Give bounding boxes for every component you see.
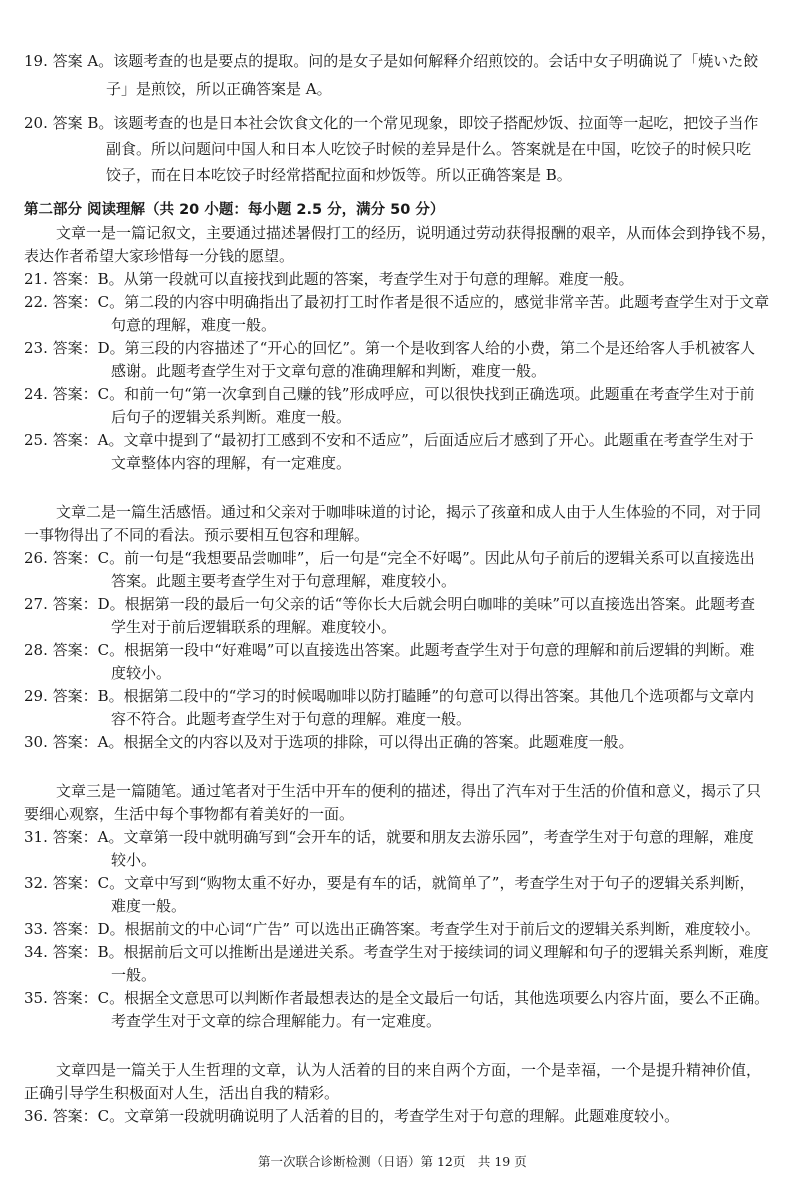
answer-line: 饺子，而在日本吃饺子时经常搭配拉面和炒饭等。所以正确答案是 B。 <box>106 166 572 184</box>
answer-line: 学生对于前后逻辑联系的理解。难度较小。 <box>111 618 397 636</box>
answer-line: 子」是煎饺，所以正确答案是 A。 <box>106 80 332 98</box>
answer-line: 27. 答案：D。根据第一段的最后一句父亲的话“等你长大后就会明白咖啡的美味”可以直接选出答案。此题考查 <box>24 595 755 613</box>
answer-line: 副食。所以问题问中国人和日本人吃饺子时候的差异是什么。答案就是在中国，吃饺子的时候只吃 <box>106 140 752 158</box>
article-intro-line: 文章二是一篇生活感悟。通过和父亲对于咖啡味道的讨论，揭示了孩童和成人由于人生体验的不同，对于同 <box>56 503 762 521</box>
section-heading: 第二部分 阅读理解（共 20 小题：每小题 2.5 分，满分 50 分） <box>24 202 445 218</box>
answer-line: 难度一般。 <box>111 897 187 915</box>
answer-line: 文章整体内容的理解，有一定难度。 <box>111 454 352 472</box>
answer-line: 24. 答案：C。和前一句“第一次拿到自己赚的钱”形成呼应，可以很快找到正确选项。此题重在考查学生对于前 <box>24 385 755 403</box>
answer-line: 23. 答案：D。第三段的内容描述了“开心的回忆”。第一个是收到客人给的小费，第二个是还给客人手机被客人 <box>24 339 755 357</box>
answer-line: 一般。 <box>111 966 157 984</box>
answer-line: 度较小。 <box>111 664 172 682</box>
answer-line: 后句子的逻辑关系判断。难度一般。 <box>111 408 352 426</box>
article-intro-line: 表达作者希望大家珍惜每一分钱的愿望。 <box>24 247 295 265</box>
answer-line: 19. 答案 A。该题考查的也是要点的提取。问的是女子是如何解释介绍煎饺的。会话中女子明确说了「焼いた餃 <box>24 52 759 70</box>
answer-line: 25. 答案：A。文章中提到了“最初打工感到不安和不适应”，后面适应后才感到了开心。此题重在考查学生对于 <box>24 431 754 449</box>
answer-line: 句意的理解，难度一般。 <box>111 316 277 334</box>
answer-line: 21. 答案：B。从第一段就可以直接找到此题的答案，考查学生对于句意的理解。难度一般。 <box>24 270 634 288</box>
answer-line: 35. 答案：C。根据全文意思可以判断作者最想表达的是全文最后一句话，其他选项要么内容片面，要么不正确。 <box>24 989 770 1007</box>
answer-line: 36. 答案：C。文章第一段就明确说明了人活着的目的，考查学生对于句意的理解。此题难度较小。 <box>24 1107 680 1125</box>
article-intro-line: 文章四是一篇关于人生哲理的文章，认为人活着的目的来自两个方面，一个是幸福，一个是提升精神价值， <box>56 1061 762 1079</box>
answer-line: 29. 答案：B。根据第二段中的“学习的时候喝咖啡以防打瞌睡”的句意可以得出答案。其他几个选项都与文章内 <box>24 687 754 705</box>
answer-line: 较小。 <box>111 851 157 869</box>
answer-line: 考查学生对于文章的综合理解能力。有一定难度。 <box>111 1012 442 1030</box>
answer-line: 31. 答案：A。文章第一段中就明确写到“会开车的话，就要和朋友去游乐园”，考查学生对于句意的理解，难度 <box>24 828 754 846</box>
answer-line: 答案。此题主要考查学生对于句意理解，难度较小。 <box>111 572 457 590</box>
answer-line: 22. 答案：C。第二段的内容中明确指出了最初打工时作者是很不适应的，感觉非常辛苦。此题考查学生对于文章 <box>24 293 770 311</box>
answer-line: 容不符合。此题考查学生对于句意的理解。难度一般。 <box>111 710 472 728</box>
page-footer: 第一次联合诊断检测（日语）第 12页 共 19 页 <box>258 1154 527 1169</box>
article-intro-line: 要细心观察，生活中每个事物都有着美好的一面。 <box>24 805 355 823</box>
answer-line: 30. 答案：A。根据全文的内容以及对于选项的排除，可以得出正确的答案。此题难度一般。 <box>24 733 634 751</box>
article-intro-line: 正确引导学生积极面对人生，活出自我的精彩。 <box>24 1084 340 1102</box>
answer-line: 28. 答案：C。根据第一段中“好难喝”可以直接选出答案。此题考查学生对于句意的理解和前后逻辑的判断。难 <box>24 641 755 659</box>
answer-line: 20. 答案 B。该题考查的也是日本社会饮食文化的一个常见现象，即饺子搭配炒饭、拉面等一起吃，把饺子当作 <box>24 114 759 132</box>
article-intro-line: 一事物得出了不同的看法。预示要相互包容和理解。 <box>24 526 370 544</box>
answer-line: 26. 答案：C。前一句是“我想要品尝咖啡”，后一句是“完全不好喝”。因此从句子前后的逻辑关系可以直接选出 <box>24 549 755 567</box>
article-intro-line: 文章三是一篇随笔。通过笔者对于生活中开车的便利的描述，得出了汽车对于生活的价值和意义，揭示了只 <box>56 782 762 800</box>
answer-line: 32. 答案：C。文章中写到“购物太重不好办，要是有车的话，就简单了”，考查学生对于句子的逻辑关系判断， <box>24 874 755 892</box>
article-intro-line: 文章一是一篇记叙文，主要通过描述暑假打工的经历，说明通过劳动获得报酬的艰辛，从而体会到挣钱不易， <box>56 224 777 242</box>
answer-line: 感谢。此题考查学生对于文章句意的准确理解和判断，难度一般。 <box>111 362 547 380</box>
answer-line: 34. 答案：B。根据前后文可以推断出是递进关系。考查学生对于接续词的词义理解和句子的逻辑关系判断，难度 <box>24 943 769 961</box>
answer-line: 33. 答案：D。根据前文的中心词“广告” 可以选出正确答案。考查学生对于前后文的逻辑关系判断，难度较小。 <box>24 920 760 938</box>
